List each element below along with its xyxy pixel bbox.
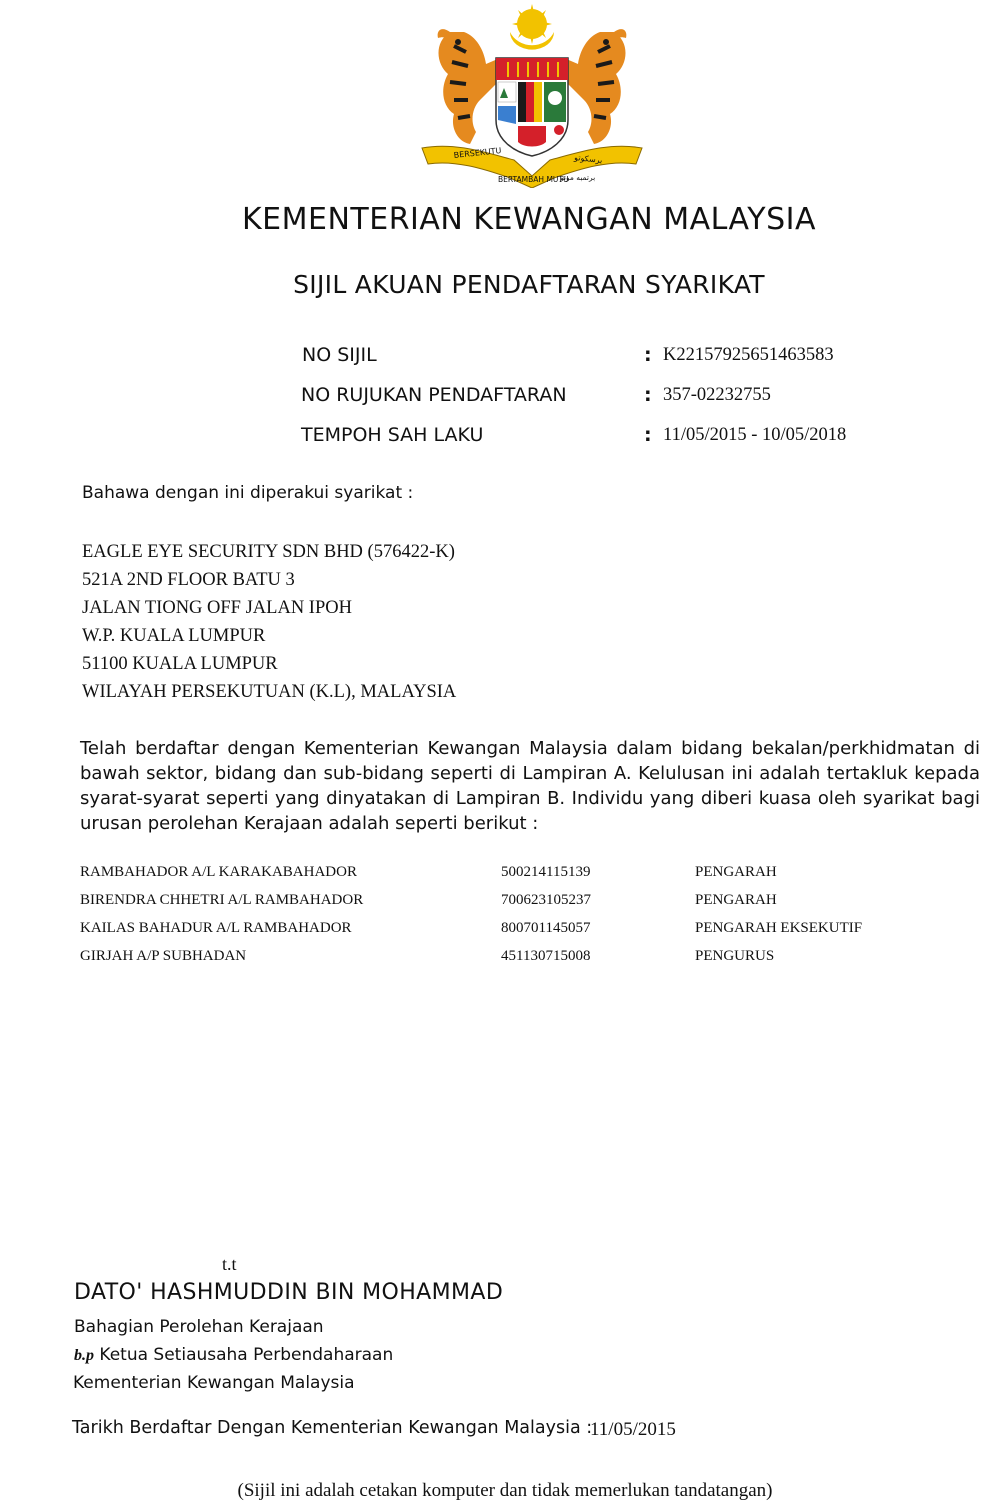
- signatory-ministry: Kementerian Kewangan Malaysia: [73, 1373, 355, 1393]
- person-id: 500214115139: [501, 864, 591, 880]
- right-tiger-icon: [559, 29, 626, 144]
- field-colon: :: [644, 384, 652, 406]
- person-name: RAMBAHADOR A/L KARAKABAHADOR: [80, 864, 357, 880]
- address-line: 51100 KUALA LUMPUR: [82, 654, 278, 674]
- person-role: PENGURUS: [695, 948, 775, 964]
- person-role: PENGARAH EKSEKUTIF: [695, 920, 863, 936]
- signatory-name: DATO' HASHMUDDIN BIN MOHAMMAD: [74, 1280, 504, 1305]
- address-line: WILAYAH PERSEKUTUAN (K.L), MALAYSIA: [82, 682, 457, 702]
- svg-text:برتمبه موتو: برتمبه موتو: [560, 173, 596, 182]
- bp-prefix: b.p: [74, 1347, 94, 1364]
- field-value-no-rujukan: 357-02232755: [663, 385, 771, 405]
- person-name: GIRJAH A/P SUBHADAN: [80, 948, 247, 964]
- address-line: JALAN TIONG OFF JALAN IPOH: [82, 598, 352, 618]
- shield-icon: [496, 58, 568, 156]
- person-role: PENGARAH: [695, 864, 777, 880]
- certificate-title: SIJIL AKUAN PENDAFTARAN SYARIKAT: [293, 270, 765, 299]
- person-role: PENGARAH: [695, 892, 777, 908]
- field-label-tempoh: TEMPOH SAH LAKU: [301, 424, 484, 446]
- field-label-no-rujukan: NO RUJUKAN PENDAFTARAN: [301, 384, 567, 406]
- person-id: 800701145057: [501, 920, 591, 936]
- svg-text:برسکوتو: برسکوتو: [573, 153, 603, 165]
- field-value-tempoh: 11/05/2015 - 10/05/2018: [663, 425, 847, 445]
- company-name: EAGLE EYE SECURITY SDN BHD (576422-K): [82, 542, 455, 562]
- person-id: 451130715008: [501, 948, 591, 964]
- signatory-position: Ketua Setiausaha Perbendaharaan: [99, 1345, 394, 1365]
- registration-date-value: 11/05/2015: [590, 1419, 676, 1440]
- person-name: BIRENDRA CHHETRI A/L RAMBAHADOR: [80, 892, 364, 908]
- field-value-no-sijil: K22157925651463583: [663, 345, 834, 365]
- ministry-title: KEMENTERIAN KEWANGAN MALAYSIA: [242, 202, 816, 237]
- svg-text:BERTAMBAH MUTU: BERTAMBAH MUTU: [498, 175, 569, 184]
- address-line: 521A 2ND FLOOR BATU 3: [82, 570, 295, 590]
- field-colon: :: [644, 424, 652, 446]
- star-crescent-icon: [510, 4, 554, 50]
- tt-marker: t.t: [222, 1254, 237, 1274]
- registration-paragraph: Telah berdaftar dengan Kementerian Kewangan Malaysia dalam bidang bekalan/perkhidmatan di bawah sektor, bidang dan sub-bidang seperti di Lampiran A. Kelulusan ini adalah tertakluk kepada syarat-syarat seperti yang dinyatakan di Lampiran B. Individu yang diberi kuasa oleh syarikat bagi urusan perolehan Kerajaan adalah seperti berikut :: [80, 738, 980, 834]
- svg-text:BERSEKUTU: BERSEKUTU: [453, 146, 502, 160]
- registration-date-label: Tarikh Berdaftar Dengan Kementerian Kewangan Malaysia :: [72, 1418, 593, 1438]
- company-address-block: [82, 538, 456, 706]
- person-name: KAILAS BAHADUR A/L RAMBAHADOR: [80, 920, 352, 936]
- field-label-no-sijil: NO SIJIL: [302, 344, 377, 366]
- address-line: W.P. KUALA LUMPUR: [82, 626, 266, 646]
- signatory-position-line: [74, 1345, 393, 1365]
- footer-note: (Sijil ini adalah cetakan komputer dan tidak memerlukan tandatangan): [237, 1480, 773, 1501]
- person-id: 700623105237: [501, 892, 591, 908]
- coat-of-arms-emblem: [414, 2, 650, 188]
- signatory-division: Bahagian Perolehan Kerajaan: [74, 1317, 324, 1337]
- declaration-lead: Bahawa dengan ini diperakui syarikat :: [82, 483, 414, 503]
- field-colon: :: [644, 344, 652, 366]
- left-tiger-icon: [438, 29, 505, 144]
